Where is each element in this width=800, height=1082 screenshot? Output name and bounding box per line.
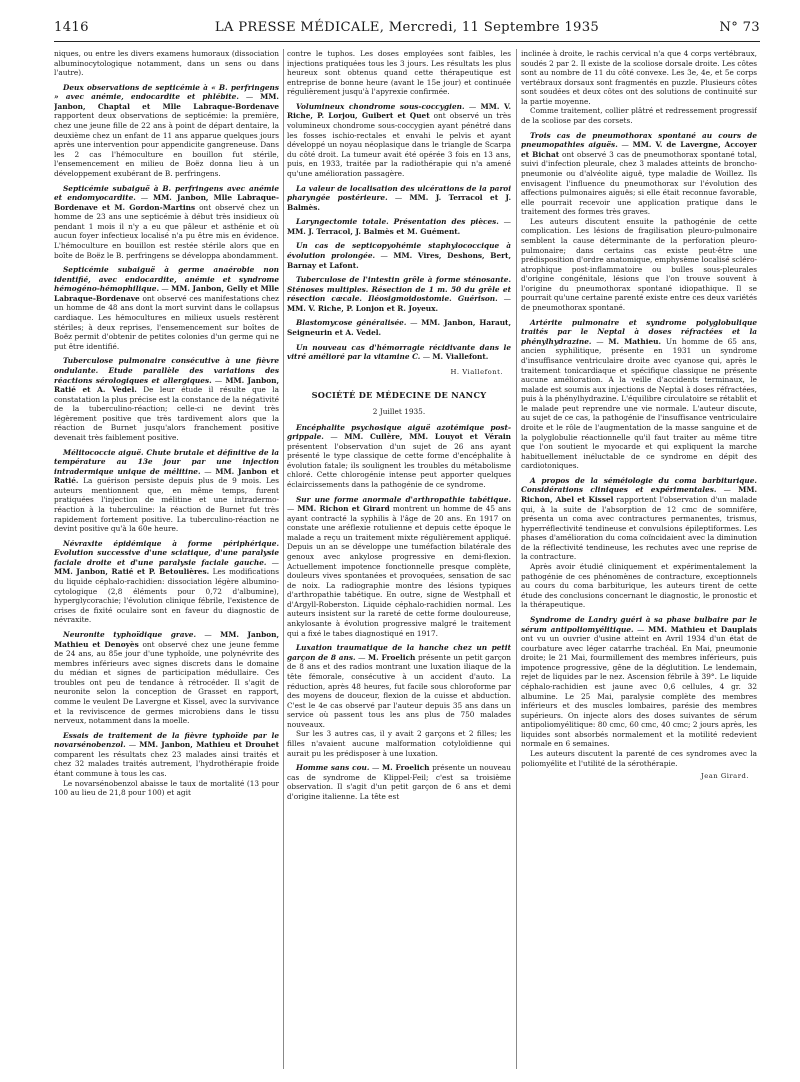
article-title: Syndrome de Landry guéri à sa phase bulbaire par le sérum antipoliomyélitique. bbox=[521, 614, 757, 634]
issue-number: N° 73 bbox=[719, 20, 760, 35]
article-title: Essais de traitement de la fièvre typhoïde par le novarsénobenzol. bbox=[54, 730, 279, 750]
article-title: Artérite pulmonaire et syndrome polyglobulique traités par le Neptal à doses réfractées et la phénylhydrazine. bbox=[521, 317, 757, 346]
article-body: Les auteurs discutent la parenté de ces syndromes avec la poliomyélite et l'utilité de la sérothérapie. bbox=[521, 749, 757, 768]
article-body: présente un nouveau cas de syndrome de Klippel-Feil; c'est sa troisième observation. Il s'agit d'un petit garçon de 6 ans et demi d'origine italienne. La tête est bbox=[287, 763, 511, 801]
article-authors: MM. Janbon, Haraut, Seigneurin et A. Vedel. bbox=[287, 318, 511, 338]
article-body: inclinée à droite, le rachis cervical n'a que 4 corps vertébraux, soudés 2 par 2. Il existe de la scoliose dorsale droite. Les côtes sont au nombre de 11 du côté convexe. Les 3e, 4e, et 5e corps vertébraux dorsaux sont fragmentés en puzzle. Plusieurs côtes sont soudées et deux côtes ont des solutions de continuité sur la partie moyenne. bbox=[521, 49, 757, 106]
column-left bbox=[54, 49, 279, 1069]
journal-title: LA PRESSE MÉDICALE, Mercredi, 11 Septembre 1935 bbox=[214, 20, 600, 35]
paragraph bbox=[287, 49, 511, 97]
article-title: Luxation traumatique de la hanche chez un petit garçon de 8 ans. bbox=[287, 643, 511, 662]
article-authors: MM. Richon et Girard bbox=[297, 504, 390, 514]
paragraph bbox=[54, 779, 279, 798]
article-authors: MM. Janbon, Ratié et A. Vedel. bbox=[54, 375, 279, 395]
article-abstract: Trois cas de pneumothorax spontané au cours de pneumopathies aiguës. — MM. V. de Lavergne, Accoyer et Bichat ont observé 3 cas de pneumothorax spontané total, suivi d'infection pleurale, chez 3 malades atteints de broncho-pneumonie ou d'alvéolite aiguë, type maladie de Woillez. Ils envisagent l'influence du pneumothorax sur l'évolution des affections pulmonaires aiguës; si elle était reconnue favorable, elle pourrait recevoir une application pratique dans le traitement des formes très graves. bbox=[521, 130, 757, 217]
article-title: La valeur de localisation des ulcérations de la paroi pharyngée postérieure. bbox=[287, 183, 511, 203]
article-authors: MM. Mathieu et Dauplais bbox=[648, 624, 757, 634]
article-authors: MM. Janbon et Ratié. bbox=[54, 466, 279, 486]
article-authors: MM. Vires, Deshons, Bert, Barnay et Lafont. bbox=[287, 250, 511, 270]
article-abstract: Laryngectomie totale. Présentation des pièces. — MM. J. Terracol, J. Balmès et M. Guément. bbox=[287, 217, 511, 236]
running-head bbox=[54, 20, 760, 40]
article-title: Encéphalite psychosique aiguë azotémique post-grippale. bbox=[287, 422, 511, 442]
article-body: comparent les résultats chez 23 malades ainsi traités et chez 32 malades traités autrement, l'hydrothérapie froide étant commune à tous les cas. bbox=[54, 749, 279, 779]
article-title: Trois cas de pneumothorax spontané au cours de pneumopathies aiguës. bbox=[521, 130, 757, 150]
article-authors: MM. Janbon, Chaptal et Mlle Labraque-Bordenave bbox=[54, 92, 279, 111]
article-body: rapportent l'observation d'un malade qui, à la suite de l'absorption de 12 cmc de somnifère, présenta un coma avec contractures permanentes, trismus, hyperréflectivité tendineuse et convulsions épileptiformes. Les phases d'amélioration du coma coïncidaient avec la diminution de la réflectivité tendineuse, les rechutes avec une reprise de la contracture. bbox=[521, 495, 757, 562]
article-body: rapportent deux observations de septicémie: la première, chez une jeune fille de 22 ans à point de départ dentaire, la deuxième chez un enfant de 11 ans apparue quelques jours après une intervention pour appendicite gangreneuse. Dans les 2 cas l'hémoculture en bouillon fut stérile, l'ensemencement en milieu de Boëz donna lieu à un développement exubérant de B. perfringens. bbox=[54, 111, 279, 178]
paragraph bbox=[521, 106, 757, 125]
article-abstract: A propos de la séméiologie du coma barbiturique. Considérations cliniques et expérimentales. — MM. Richon, Abel et Kissel rapportent l'observation d'un malade qui, à la suite de l'absorption de 12 cmc de somnifère, présenta un coma avec contractures permanentes, trismus, hyperréflectivité tendineuse et convulsions épileptiformes. Les phases d'amélioration du coma coïncidaient avec la diminution de la réflectivité tendineuse, les rechutes avec une reprise de la contracture. bbox=[521, 475, 757, 562]
session-date: 2 Juillet 1935. bbox=[372, 406, 426, 416]
article-title: Tuberculose de l'intestin grêle à forme sténosante. Sténoses multiples. Résection de 1 m. 50 du grêle et résection cæcale. Iléosigmoidostomie. Guérison. bbox=[287, 275, 511, 304]
article-abstract: Tuberculose pulmonaire consécutive à une fièvre ondulante. Etude parallèle des variations des réactions sérologiques et allergiques. — MM. Janbon, Ratié et A. Vedel. De leur étude il résulte que la constatation la plus précise est la constance de la négativité de la tuberculino-réaction; celle-ci ne devint très légèrement positive que très tardivement alors que la réaction de Burnet jusqu'alors franchement positive devenait très faiblement positive. bbox=[54, 356, 279, 442]
author-signature: H. Viallefont. bbox=[450, 367, 503, 376]
article-body: La guérison persiste depuis plus de 9 mois. Les auteurs mentionnent que, en même temps, furent pratiquées l'injection de mélitine et une intradermo-réaction à la tuberculine: la réaction de Burnet fut très rapidement fortement positive. La tuberculino-réaction ne devint positive qu'à la 60e heure. bbox=[54, 476, 279, 534]
article-title: Homme sans cou. bbox=[296, 763, 370, 773]
paragraph bbox=[54, 49, 279, 78]
article-body: Après avoir étudié cliniquement et expérimentalement la pathogénie de ces phénomènes de contracture, exceptionnels au cours du coma barbiturique, les auteurs tirent de cette étude des conclusions concernant le diagnostic, le pronostic et la thérapeutique. bbox=[521, 562, 757, 610]
article-body: ont observé un très volumineux chondrome sous-coccygien ayant pénétré dans les fosses ischio-rectales et envahi le pelvis et ayant développé un noyau néoplasique dans le triangle de Scarpa du côté droit. La tumeur avait été opérée 3 fois en 13 ans, puis, en 1933, traitée par la radiothérapie qui n'a amené qu'une amélioration passagère. bbox=[287, 111, 511, 178]
article-abstract: Luxation traumatique de la hanche chez un petit garçon de 8 ans. — M. Froelich présente un petit garçon de 8 ans et des radios montrant une luxation iliaque de la tête fémorale, consécutive à un accident d'auto. La réduction, après 48 heures, fut facile sous chloroforme par des moyens de douceur, flexion de la cuisse et abduction. C'est le 4e cas observé par l'auteur depuis 35 ans dans un service où passent tous les ans plus de 750 malades nouveaux. bbox=[287, 643, 511, 729]
article-authors: MM. J. Terracol, J. Balmès et M. Guément. bbox=[287, 226, 461, 236]
article-body: montrent un homme de 45 ans ayant contracté la syphilis à l'âge de 20 ans. En 1917 on constate une aréflexie rotulienne et depuis cette époque le malade a reçu un traitement mixte régulièrement appliqué. Depuis un an se développe une tuméfaction bilatérale des genoux avec ankylose progressive en demi-flexion. Actuellement impotence fonctionnelle presque complète, douleurs vives spontanées et provoquées, sensation de sac de noix. La radiographie montre des lésions typiques d'arthropathie tabétique. En outre, signe de Westphall et d'Argyll-Roberston. Liquide céphalo-rachidien normal. Les auteurs insistent sur la rareté de cette forme douloureuse, ankylosante à évolution progressive malgré le traitement qui a fixé le tabes diagnostiqué en 1917. bbox=[287, 504, 511, 638]
column-right bbox=[521, 49, 757, 1069]
article-authors: MM. Cullère, MM. Louyot et Vérain bbox=[344, 432, 511, 442]
article-title: Blastomycose généralisée. bbox=[296, 318, 407, 328]
article-title: Un nouveau cas d'hémorragie récidivante dans le vitré amélioré par la vitamine C. bbox=[287, 342, 511, 362]
article-body: Sur les 3 autres cas, il y avait 2 garçons et 2 filles; les filles n'avaient aucune malformation cotyloïdienne qui aurait pu les prédisposer à une luxation. bbox=[287, 729, 511, 758]
article-abstract: Neuronite typhoïdique grave. — MM. Janbon, Mathieu et Denoyès ont observé chez une jeune femme de 24 ans, au 85e jour d'une typhoïde, une polynévrite des membres inférieurs avec signes discrets dans le domaine du médian et signes de participation médullaire. Ces troubles ont peu de tendance à rétrocéder. Il s'agit de neuronite selon la conception de Grasset en rapport, comme le veulent De Lavergne et Kissel, avec la survivance et la reviviscence de germes microbiens dans le tissu nerveux, notamment dans la moelle. bbox=[54, 629, 279, 726]
article-body: ont observé chez une jeune femme de 24 ans, au 85e jour d'une typhoïde, une polynévrite des membres inférieurs avec signes discrets dans le domaine du médian et signes de participation médullaire. Ces troubles ont peu de tendance à rétrocéder. Il s'agit de neuronite selon la conception de Grasset en rapport, comme le veulent De Lavergne et Kissel, avec la survivance et la reviviscence de germes microbiens dans le tissu nerveux, notamment dans la moelle. bbox=[54, 639, 279, 726]
article-title: Volumineux chondrome sous-coccygien. bbox=[296, 101, 465, 111]
page-number: 1416 bbox=[54, 20, 89, 35]
article-authors: MM. Janbon, Mlle Labraque-Bordenave et M. Gordon-Martins bbox=[54, 193, 279, 212]
article-authors: M. Viallefont. bbox=[432, 352, 489, 362]
paragraph bbox=[521, 49, 757, 106]
article-abstract: Artérite pulmonaire et syndrome polyglobulique traités par le Neptal à doses réfractées et la phénylhydrazine. — M. Mathieu. Un homme de 65 ans, ancien syphilitique, présente en 1931 un syndrome d'insuffisance ventriculaire droite avec cyanose qui, après le traitement tonicardiaque et spécifique classique ne présente aucune amélioration. A la veille d'accidents terminaux, le malade est soumis aux injections de Neptal à doses réfractées, puis à la phénylhydrazine. L'équilibre circulatoire se rétablit et le malade peut reprendre une vie normale. L'auteur discute, au sujet de ce cas, la pathogénie de l'insuffisance ventriculaire droite et le rôle de l'augmentation de la masse sanguine et de la polyglobulie réactionnelle qu'il faut traiter au même titre que l'on soutient le myocarde et qui expliquent la marche habituellement inéluctable de ce syndrome en dépit des cardiotoniques. bbox=[521, 317, 757, 471]
article-abstract: Un cas de septicopyohémie staphylococcique à évolution prolongée. — MM. Vires, Deshons, Bert, Barnay et Lafont. bbox=[287, 241, 511, 270]
article-body: Les modifications du liquide céphalo-rachidien: dissociation légère albumino-cytologique (2,8 éléments pour 0,72 d'albumine), hyperglycorachie; l'évolution clinique fébrile, l'existence de crises de fixité oculaire sont en faveur du diagnostic de névraxite. bbox=[54, 567, 279, 625]
author-signature: Jean Girard. bbox=[700, 772, 749, 781]
article-abstract: Deux observations de septicémie à « B. perfringens » avec anémie, endocardite et phlébite. — MM. Janbon, Chaptal et Mlle Labraque-Bordenave rapportent deux observations de septicémie: la première, chez une jeune fille de 22 ans à point de départ dentaire, la deuxième chez un enfant de 11 ans apparue quelques jours après une intervention pour appendicite gangreneuse. Dans les 2 cas l'hémoculture en bouillon fut stérile, l'ensemencement en milieu de Boëz donna lieu à un développement exubérant de B. perfringens. bbox=[54, 82, 279, 178]
article-authors: M. Mathieu. bbox=[608, 336, 662, 346]
paragraph bbox=[521, 749, 757, 768]
article-title: A propos de la séméiologie du coma barbiturique. Considérations cliniques et expérimentales. bbox=[521, 475, 757, 495]
article-abstract: Névraxite épidémique à forme périphérique. Evolution successive d'une sciatique, d'une paralysie faciale droite et d'une paralysie faciale gauche. — MM. Janbon, Ratié et P. Betoulières. Les modifications du liquide céphalo-rachidien: dissociation légère albumino-cytologique (2,8 éléments pour 0,72 d'albumine), hyperglycorachie; l'évolution clinique fébrile, l'existence de crises de fixité oculaire sont en faveur du diagnostic de névraxite. bbox=[54, 538, 279, 625]
article-authors: MM. Janbon, Mathieu et Denoyès bbox=[54, 629, 279, 649]
article-body: Le novarsénobenzol abaisse le taux de mortalité (13 pour 100 au lieu de 21,8 pour 100) et agit bbox=[54, 778, 279, 798]
article-title: Septicémie subaiguë à germe anaérobie non identifié, avec endocardite, anémie et syndrome hémogéno-hémophilique. bbox=[54, 265, 279, 294]
article-authors: MM. Janbon, Mathieu et Drouhet bbox=[139, 740, 279, 750]
article-body: Les auteurs discutent ensuite la pathogénie de cette complication. Les lésions de fragilisation pleuro-pulmonaire semblent la cause déterminante de la perforation pleuro-pulmonaire; dans certains cas existe peut-être une prédisposition d'ordre anatomique, emphysème localisé scléro-atrophique post-inflammatoire ou bulles sous-pleurales d'origine congénitale, lésions que l'on trouve souvent à l'origine du pneumothorax spontané idiopathique. Il se pourrait qu'une certaine parenté existe entre ces deux variétés de pneumothorax spontané. bbox=[521, 216, 757, 313]
article-body: niques, ou entre les divers examens humoraux (dissociation albuminocytologique notamment, dans un sens ou dans l'autre). bbox=[54, 49, 279, 78]
article-abstract: Mélitococcie aiguë. Chute brutale et définitive de la température au 13e jour par une injection intradermique unique de mélitine. — MM. Janbon et Ratié. La guérison persiste depuis plus de 9 mois. Les auteurs mentionnent que, en même temps, furent pratiquées l'injection de mélitine et une intradermo-réaction à la tuberculine: la réaction de Burnet fut très rapidement fortement positive. La tuberculino-réaction ne devint positive qu'à la 60e heure. bbox=[54, 447, 279, 534]
header-rule bbox=[54, 41, 760, 42]
column-middle bbox=[287, 49, 511, 1069]
article-title: Septicémie subaiguë à B. perfringens avec anémie et endomyocardite. bbox=[54, 183, 279, 203]
article-title: Neuronite typhoïdique grave. bbox=[63, 629, 197, 639]
article-abstract: La valeur de localisation des ulcérations de la paroi pharyngée postérieure. — MM. J. Terracol et J. Balmès. bbox=[287, 183, 511, 212]
article-title: Sur une forme anormale d'arthropathie tabétique. bbox=[296, 494, 511, 504]
article-title: Laryngectomie totale. Présentation des pièces. bbox=[296, 217, 499, 227]
article-abstract: Volumineux chondrome sous-coccygien. — MM. V. Riche, P. Lorjou, Guibert et Quet ont observé un très volumineux chondrome sous-coccygien ayant pénétré dans les fosses ischio-rectales et envahi le pelvis et ayant développé un noyau néoplasique dans le triangle de Scarpa du côté droit. La tumeur avait été opérée 3 fois en 13 ans, puis, en 1933, traitée par la radiothérapie qui n'a amené qu'une amélioration passagère. bbox=[287, 101, 511, 178]
article-title: Un cas de septicopyohémie staphylococcique à évolution prolongée. bbox=[287, 241, 511, 260]
paragraph bbox=[521, 562, 757, 610]
article-abstract: Blastomycose généralisée. — MM. Janbon, Haraut, Seigneurin et A. Vedel. bbox=[287, 318, 511, 338]
article-body: ont vu un ouvrier d'usine atteint en Avril 1934 d'un état de courbature avec léger catarrhe trachéal. En Mai, pneumonie droite; le 21 Mai, fourmillement des membres inférieurs, puis impotence progressive, gêne de la déglutition. Le lendemain, rejet de liquides par le nez. Ascension fébrile à 39°. Le liquide céphalo-rachidien est jaune avec 0,6 cellules, 4 gr. 32 albumine. Le 25 Mai, paralysie complète des membres inférieurs et des muscles lombaires, parésie des membres supérieurs. On injecte alors des doses suivantes de sérum antipoliomyélitique: 80 cmc, 60 cmc, 40 cmc; 2 jours après, les liquides sont absorbés normalement et la motilité redevient normale en 6 semaines. bbox=[521, 634, 757, 749]
article-title: Deux observations de septicémie à « B. perfringens » avec anémie, endocardite et phlébite. bbox=[54, 82, 279, 102]
article-body: ont observé ces manifestations chez un homme de 48 ans dont la mort survint dans le collapsus cardiaque. Les hémocultures en milieux usuels restèrent stériles; à deux reprises, l'ensemencement sur boîtes de Boëz permit d'obtenir de petites colonies d'un germe qui ne put être identifié. bbox=[54, 293, 279, 351]
article-body: ont observé 3 cas de pneumothorax spontané total, suivi d'infection pleurale, chez 3 malades atteints de broncho-pneumonie ou d'alvéolite aiguë, type maladie de Woillez. Ils envisagent l'influence du pneumothorax sur l'évolution des affections pulmonaires aiguës; si elle était reconnue favorable, elle pourrait recevoir une application pratique dans le traitement des formes très graves. bbox=[521, 149, 757, 217]
article-body: présente un petit garçon de 8 ans et des radios montrant une luxation iliaque de la tête fémorale, consécutive à un accident d'auto. La réduction, après 48 heures, fut facile sous chloroforme par des moyens de douceur, flexion de la cuisse et abduction. C'est le 4e cas observé par l'auteur depuis 35 ans dans un service où passent tous les ans plus de 750 malades nouveaux. bbox=[287, 652, 511, 729]
article-abstract: Un nouveau cas d'hémorragie récidivante dans le vitré amélioré par la vitamine C. — M. Viallefont. bbox=[287, 342, 511, 362]
article-body: ont observé chez un homme de 23 ans une septicémie à début très insidieux où pendant 1 mois il n'y a eu que pâleur et asthénie et où aucun foyer infectieux localisé n'a pu être mis en évidence. L'hémoculture en bouillon est restée stérile alors que en boîte de Boëz le B. perfringens se développa abondamment. bbox=[54, 202, 279, 260]
article-abstract: Septicémie subaiguë à germe anaérobie non identifié, avec endocardite, anémie et syndrome hémogéno-hémophilique. — MM. Janbon, Gelly et Mlle Labraque-Bordenave ont observé ces manifestations chez un homme de 48 ans dont la mort survint dans le collapsus cardiaque. Les hémocultures en milieux usuels restèrent stériles; à deux reprises, l'ensemencement sur boîtes de Boëz permit d'obtenir de petites colonies d'un germe qui ne put être identifié. bbox=[54, 265, 279, 351]
society-heading: SOCIÉTÉ DE MÉDECINE DE NANCY bbox=[311, 390, 487, 401]
paragraph bbox=[521, 217, 757, 313]
article-abstract: Homme sans cou. — M. Froelich présente un nouveau cas de syndrome de Klippel-Feil; c'est sa troisième observation. Il s'agit d'un petit garçon de 6 ans et demi d'origine italienne. La tête est bbox=[287, 763, 511, 801]
article-authors: MM. Richon, Abel et Kissel bbox=[521, 485, 757, 505]
article-authors: MM. Janbon, Gelly et Mlle Labraque-Bordenave bbox=[54, 284, 279, 303]
article-abstract: Tuberculose de l'intestin grêle à forme sténosante. Sténoses multiples. Résection de 1 m. 50 du grêle et résection cæcale. Iléosigmoidostomie. Guérison. — MM. V. Riche, P. Lonjon et R. Joyeux. bbox=[287, 275, 511, 313]
article-title: Névraxite épidémique à forme périphérique. Evolution successive d'une sciatique, d'une paralysie faciale droite et d'une paralysie faciale gauche. bbox=[54, 538, 279, 567]
column-divider bbox=[283, 49, 284, 1069]
article-body: Un homme de 65 ans, ancien syphilitique, présente en 1931 un syndrome d'insuffisance ventriculaire droite avec cyanose qui, après le traitement tonicardiaque et spécifique classique ne présente aucune amélioration. A la veille d'accidents terminaux, le malade est soumis aux injections de Neptal à doses réfractées, puis à la phénylhydrazine. L'équilibre circulatoire se rétablit et le malade peut reprendre une vie normale. L'auteur discute, au sujet de ce cas, la pathogénie de l'insuffisance ventriculaire droite et le rôle de l'augmentation de la masse sanguine et de la polyglobulie réactionnelle qu'il faut traiter au même titre que l'on soutient le myocarde et qui expliquent la marche habituellement inéluctable de ce syndrome en dépit des cardiotoniques. bbox=[521, 336, 757, 471]
article-abstract: Septicémie subaiguë à B. perfringens avec anémie et endomyocardite. — MM. Janbon, Mlle Labraque-Bordenave et M. Gordon-Martins ont observé chez un homme de 23 ans une septicémie à début très insidieux où pendant 1 mois il n'y a eu que pâleur et asthénie et où aucun foyer infectieux localisé n'a pu être mis en évidence. L'hémoculture en bouillon est restée stérile alors que en boîte de Boëz le B. perfringens se développa abondamment. bbox=[54, 183, 279, 260]
article-authors: MM. J. Terracol et J. Balmès. bbox=[287, 193, 511, 212]
article-authors: MM. V. Riche, P. Lorjou, Guibert et Quet bbox=[287, 101, 511, 121]
article-title: Mélitococcie aiguë. Chute brutale et définitive de la température au 13e jour par une injection intradermique unique de mélitine. bbox=[54, 447, 279, 476]
article-body: Comme traitement, collier plâtré et redressement progressif de la scoliose par des corsets. bbox=[521, 106, 757, 126]
article-body: présentent l'observation d'un sujet de 26 ans ayant présenté le type classique de cette forme d'encéphalite à évolution fatale; ils soulignent les troubles du métabolisme chloré. Cette chlorogénie intense peut apporter quelques éclaircissements dans la pathogénie de ce syndrome. bbox=[287, 441, 511, 489]
paragraph bbox=[287, 729, 511, 758]
article-abstract: Essais de traitement de la fièvre typhoïde par le novarsénobenzol. — MM. Janbon, Mathieu et Drouhet comparent les résultats chez 23 malades ainsi traités et chez 32 malades traités autrement, l'hydrothérapie froide étant commune à tous les cas. bbox=[54, 730, 279, 779]
article-abstract: Syndrome de Landry guéri à sa phase bulbaire par le sérum antipoliomyélitique. — MM. Mathieu et Dauplais ont vu un ouvrier d'usine atteint en Avril 1934 d'un état de courbature avec léger catarrhe trachéal. En Mai, pneumonie droite; le 21 Mai, fourmillement des membres inférieurs, puis impotence progressive, gêne de la déglutition. Le lendemain, rejet de liquides par le nez. Ascension fébrile à 39°. Le liquide céphalo-rachidien est jaune avec 0,6 cellules, 4 gr. 32 albumine. Le 25 Mai, paralysie complète des membres inférieurs et des muscles lombaires, parésie des membres supérieurs. On injecte alors des doses suivantes de sérum antipoliomyélitique: 80 cmc, 60 cmc, 40 cmc; 2 jours après, les liquides sont absorbés normalement et la motilité redevient normale en 6 semaines. bbox=[521, 614, 757, 749]
article-body: contre le tuphos. Les doses employées sont faibles, les injections pratiquées tous les 3 jours. Les résultats les plus heureux sont obtenus quand cette thérapeutique est entreprise de bonne heure (avant le 15e jour) et continuée régulièrement jusqu'à l'apyrexie confirmée. bbox=[287, 49, 511, 97]
article-authors: MM. V. de Lavergne, Accoyer et Bichat bbox=[521, 140, 757, 159]
article-abstract: Sur une forme anormale d'arthropathie tabétique. — MM. Richon et Girard montrent un homme de 45 ans ayant contracté la syphilis à l'âge de 20 ans. En 1917 on constate une aréflexie rotulienne et depuis cette époque le malade a reçu un traitement mixte régulièrement appliqué. Depuis un an se développe une tuméfaction bilatérale des genoux avec ankylose progressive en demi-flexion. Actuellement impotence fonctionnelle presque complète, douleurs vives spontanées et provoquées, sensation de sac de noix. La radiographie montre des lésions typiques d'arthropathie tabétique. En outre, signe de Westphall et d'Argyll-Roberston. Liquide céphalo-rachidien normal. Les auteurs insistent sur la rareté de cette forme douloureuse, ankylosante à évolution progressive malgré le traitement qui a fixé le tabes diagnostiqué en 1917. bbox=[287, 494, 511, 638]
article-authors: MM. V. Riche, P. Lonjon et R. Joyeux. bbox=[287, 303, 439, 313]
article-authors: M. Froelich bbox=[368, 652, 416, 662]
article-authors: M. Froelich bbox=[382, 763, 430, 773]
article-title: Tuberculose pulmonaire consécutive à une fièvre ondulante. Etude parallèle des variations des réactions sérologiques et allergiques. bbox=[54, 356, 279, 385]
article-body: De leur étude il résulte que la constatation la plus précise est la constance de la négativité de la tuberculino-réaction; celle-ci ne devint très légèrement positive que très tardivement alors que la réaction de Burnet jusqu'alors franchement positive devenait très faiblement positive. bbox=[54, 385, 279, 442]
article-authors: MM. Janbon, Ratié et P. Betoulières. bbox=[54, 567, 210, 577]
column-divider bbox=[516, 49, 517, 1069]
article-abstract: Encéphalite psychosique aiguë azotémique post-grippale. — MM. Cullère, MM. Louyot et Vérain présentent l'observation d'un sujet de 26 ans ayant présenté le type classique de cette forme d'encéphalite à évolution fatale; ils soulignent les troubles du métabolisme chloré. Cette chlorogénie intense peut apporter quelques éclaircissements dans la pathogénie de ce syndrome. bbox=[287, 422, 511, 489]
